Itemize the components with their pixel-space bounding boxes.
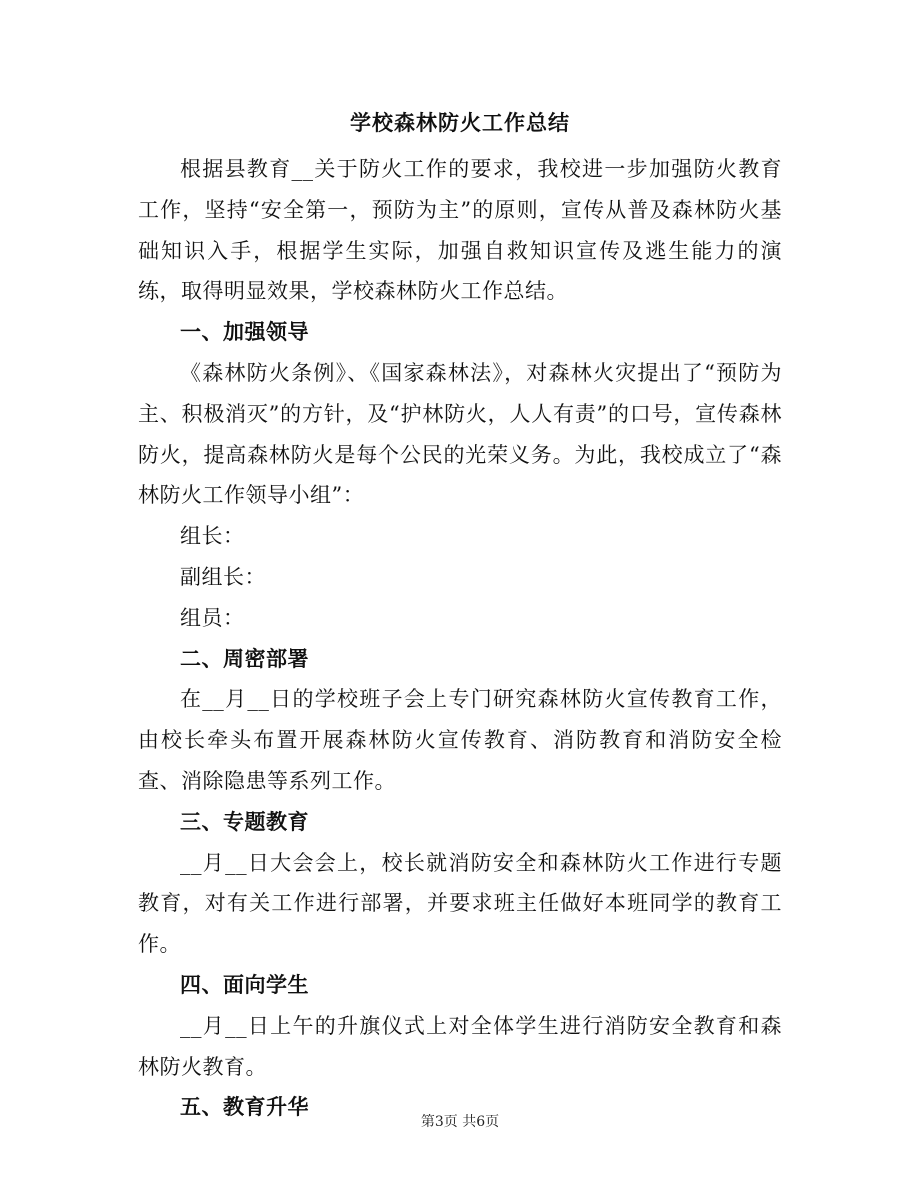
paragraph-deployment: 在__月__日的学校班子会上专门研究森林防火宣传教育工作，由校长牵头布置开展森林防火宣传教育、消防教育和消防安全检查、消除隐患等系列工作。 — [138, 687, 782, 793]
section-heading-3: 三、专题教育 — [180, 808, 309, 834]
paragraph-leadership: 《森林防火条例》、《国家森林法》，对森林火灾提出了“预防为主、积极消灭”的方针，及“护林防火，人人有责”的口号，宣传森林防火，提高森林防火是每个公民的光荣义务。为此，我校成立了“森林防火工作领导小组”： — [138, 360, 782, 508]
page-number-footer: 第3页 共6页 — [420, 1114, 500, 1130]
paragraph-deputy-leader: 副组长： — [180, 564, 266, 589]
document-title: 学校森林防火工作总结 — [350, 110, 570, 135]
section-heading-5: 五、教育升华 — [180, 1094, 309, 1120]
paragraph-intro: 根据县教育__关于防火工作的要求，我校进一步加强防火教育工作，坚持“安全第一，预防为主”的原则，宣传从普及森林防火基础知识入手，根据学生实际，加强自救知识宣传及逃生能力的演练，取得明显效果，学校森林防火工作总结。 — [138, 157, 782, 304]
document-body — [138, 149, 782, 1128]
paragraph-students: __月__日上午的升旗仪式上对全体学生进行消防安全教育和森林防火教育。 — [138, 1013, 782, 1079]
section-heading-4: 四、面向学生 — [180, 971, 309, 997]
section-heading-2: 二、周密部署 — [180, 645, 309, 671]
paragraph-special-education: __月__日大会会上，校长就消防安全和森林防火工作进行专题教育，对有关工作进行部署，并要求班主任做好本班同学的教育工作。 — [138, 850, 782, 957]
paragraph-members: 组员： — [180, 605, 245, 630]
section-heading-1: 一、加强领导 — [180, 319, 309, 345]
paragraph-team-leader: 组长： — [180, 524, 245, 549]
